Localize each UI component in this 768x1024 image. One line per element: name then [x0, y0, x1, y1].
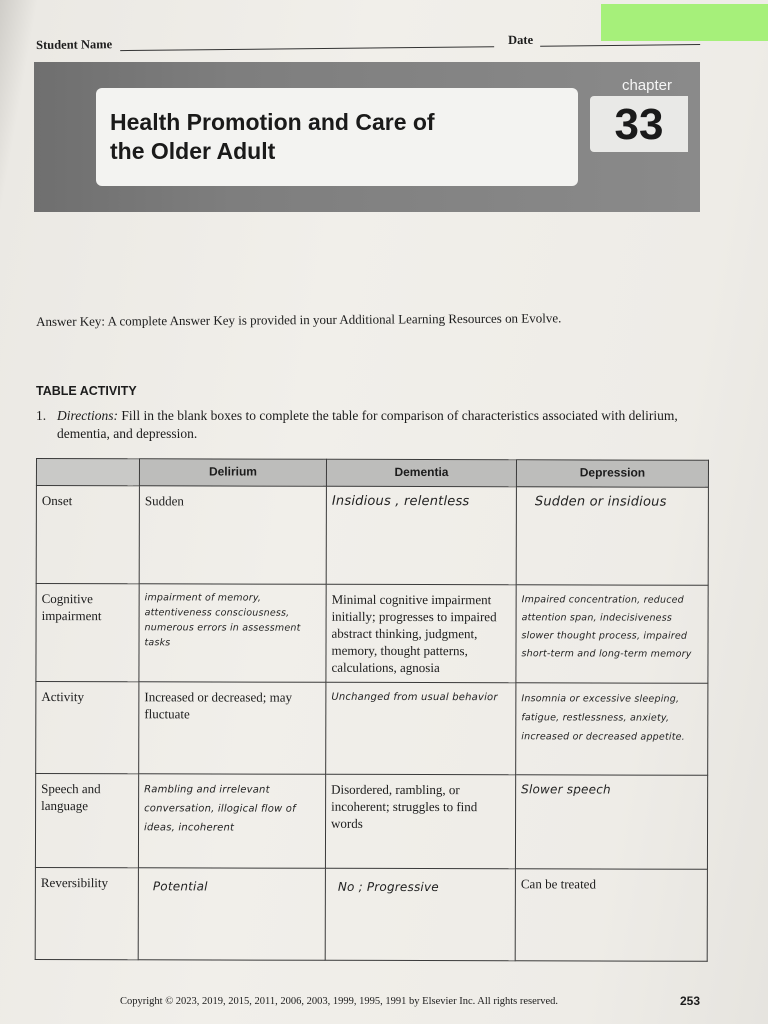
directions-text: Fill in the blank boxes to complete the table for comparison of characteristics associated with delirium, dementia, and depression. — [57, 408, 678, 441]
title-line-1: Health Promotion and Care of — [110, 109, 435, 135]
header-delirium: Delirium — [139, 459, 326, 486]
row-label-activity: Activity — [36, 682, 139, 774]
cell-speech-depression[interactable]: Slower speech — [515, 775, 707, 870]
directions-text-block — [57, 407, 717, 443]
table-row-speech — [35, 774, 707, 870]
table-row-cognitive — [36, 584, 708, 684]
cell-reversibility-dementia[interactable]: No ; Progressive — [325, 868, 515, 960]
directions-label: Directions: — [57, 408, 118, 423]
row-label-reversibility: Reversibility — [35, 867, 138, 959]
section-title: TABLE ACTIVITY — [36, 384, 137, 398]
cell-onset-depression[interactable]: Sudden or insidious — [516, 487, 708, 586]
date-line[interactable] — [540, 44, 700, 47]
header-dementia: Dementia — [326, 459, 516, 486]
cell-cognitive-delirium[interactable]: impairment of memory, attentiveness consciousness, numerous errors in assessment tasks — [139, 584, 326, 682]
row-label-onset: Onset — [36, 486, 139, 584]
page-title — [110, 108, 560, 166]
title-line-2: the Older Adult — [110, 138, 276, 164]
cell-onset-dementia[interactable]: Insidious , relentless — [326, 486, 516, 584]
cell-activity-dementia[interactable]: Unchanged from usual behavior — [326, 682, 516, 774]
student-name-label: Student Name — [36, 37, 113, 52]
cell-cognitive-dementia: Minimal cognitive impairment initially; progresses to impaired abstract thinking, judgment, memory, thought patterns, calculations, agnosia — [326, 584, 516, 682]
cell-reversibility-depression: Can be treated — [515, 869, 707, 962]
date-label: Date — [508, 32, 534, 48]
table-row-reversibility — [35, 867, 707, 961]
copyright-footer: Copyright © 2023, 2019, 2015, 2011, 2006, 2003, 1999, 1995, 1991 by Elsevier Inc. All rights reserved. — [120, 996, 559, 1007]
comparison-table — [35, 458, 709, 962]
table-header-row — [36, 459, 708, 488]
header-depression: Depression — [516, 460, 708, 488]
cell-reversibility-delirium[interactable]: Potential — [138, 868, 325, 960]
row-label-speech: Speech and language — [35, 774, 138, 868]
row-label-cognitive: Cognitive impairment — [36, 584, 139, 682]
student-info-row — [36, 27, 700, 56]
question-number: 1. — [36, 408, 47, 423]
cell-activity-delirium: Increased or decreased; may fluctuate — [139, 682, 326, 774]
header-blank — [36, 459, 139, 486]
table-row-activity — [36, 682, 708, 776]
chapter-label: chapter — [621, 77, 673, 94]
cell-onset-delirium: Sudden — [139, 486, 326, 584]
student-name-line[interactable] — [120, 46, 494, 51]
chapter-number: 33 — [614, 100, 664, 149]
cell-speech-delirium[interactable]: Rambling and irrelevant conversation, illogical flow of ideas, incoherent — [138, 774, 325, 868]
cell-activity-depression[interactable]: Insomnia or excessive sleeping, fatigue, restlessness, anxiety, increased or decreased appetite. — [516, 683, 708, 776]
page-number: 253 — [680, 994, 701, 1008]
answer-key-note: Answer Key: A complete Answer Key is provided in your Additional Learning Resources on Evolve. — [36, 310, 562, 329]
cell-cognitive-depression[interactable]: Impaired concentration, reduced attention span, indecisiveness slower thought process, impaired short-term and long-term memory — [516, 585, 708, 684]
cell-speech-dementia: Disordered, rambling, or incoherent; struggles to find words — [325, 774, 515, 868]
table-row-onset — [36, 486, 708, 586]
